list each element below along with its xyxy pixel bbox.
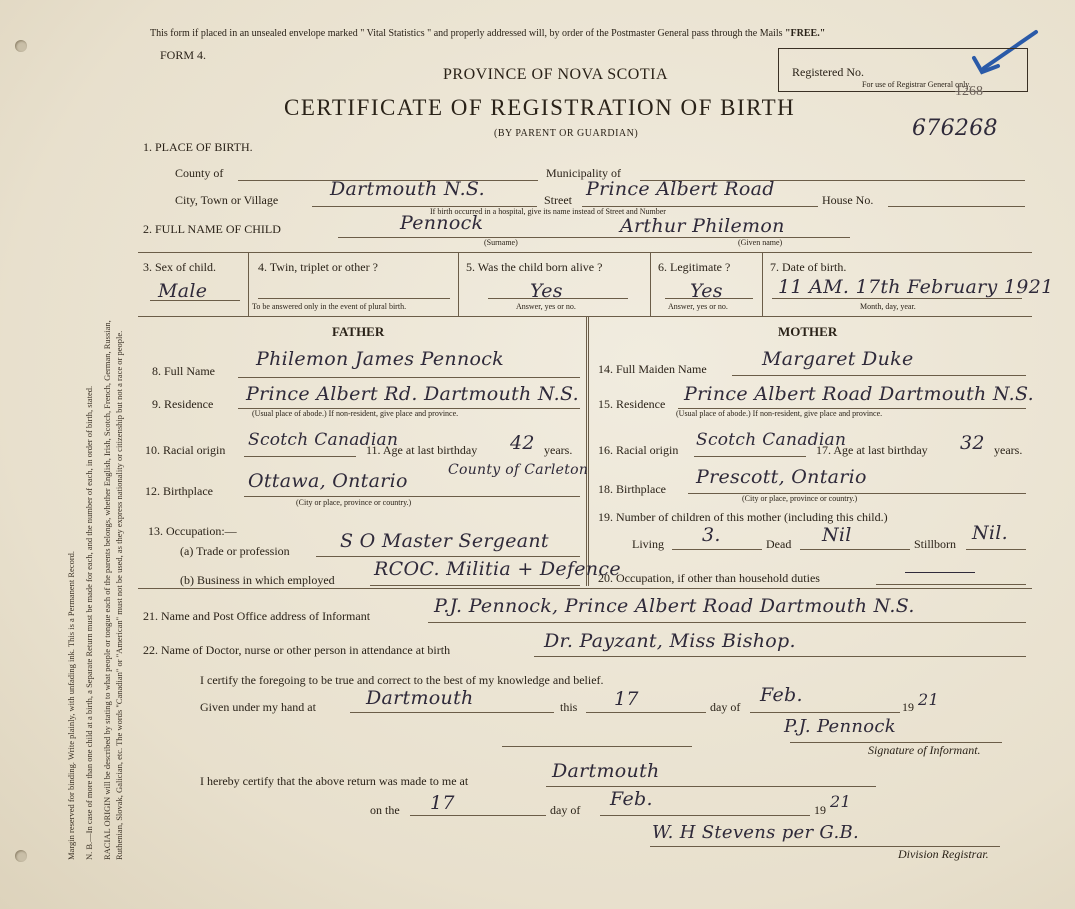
doctor-label: 22. Name of Doctor, nurse or other person in attendance at birth (143, 643, 451, 657)
margin-note-racial-origin-2: Ruthenian, Slovak, Galician, etc. The words "Canadian" or "American" must not be used, as they express nationality or citizenship but not a race or people. (114, 330, 124, 860)
business-value: RCOC. Militia + Defence (374, 558, 621, 580)
dead-label: Dead (766, 537, 792, 551)
certificate-title: CERTIFICATE OF REGISTRATION OF BIRTH (284, 95, 796, 120)
registrar-certify-text: I hereby certify that the above return was made to me at (200, 774, 469, 788)
given-place-value: Dartmouth (366, 687, 474, 709)
father-name-label: 8. Full Name (152, 364, 215, 378)
informant-signature: P.J. Pennock (784, 716, 897, 737)
father-racial-label: 10. Racial origin (145, 443, 226, 457)
sex-label: 3. Sex of child. (143, 260, 216, 274)
father-birthplace-label: 12. Birthplace (145, 484, 213, 498)
trade-line (316, 556, 580, 557)
row3-bottom-border (138, 316, 1032, 317)
father-birthplace-value: Ottawa, Ontario (248, 470, 408, 492)
father-name-value: Philemon James Pennock (256, 348, 504, 370)
given-day-value: 17 (614, 688, 639, 710)
given-day-line (586, 712, 706, 713)
margin-note-multiple-births: N. B.—In case of more than one child at a birth, a Separate Return must be made for each, and the number of each, in order of birth, stated. (84, 385, 94, 860)
house-line (888, 206, 1025, 207)
mother-racial-line (694, 456, 806, 457)
date-line (772, 298, 1022, 299)
registered-label: Registered No. (792, 65, 864, 79)
child-surname: Pennock (400, 212, 484, 234)
margin-note-binding: Margin reserved for binding. Write plainly, with unfading ink. This is a Permanent Record. (66, 550, 76, 860)
stillborn-label: Stillborn (914, 537, 957, 551)
informant-label: 21. Name and Post Office address of Informant (143, 609, 371, 623)
row3-divider (762, 252, 763, 316)
dead-line (800, 549, 910, 550)
on-the-label: on the (370, 803, 400, 817)
registrar-year-value: 21 (830, 792, 851, 811)
given-place-line (350, 712, 554, 713)
stillborn-value: Nil. (972, 522, 1009, 544)
margin-note-racial-origin: RACIAL ORIGIN will be described by stating to what people or tongue each of the parents belongs, whether English, Irish, Scotch, French, German, Russian, (102, 320, 112, 860)
date-of-birth-value: 11 AM. 17th February 1921 (778, 276, 1054, 298)
street-value: Prince Albert Road (586, 178, 775, 200)
mother-name-value: Margaret Duke (762, 348, 914, 370)
mother-residence-note: (Usual place of abode.) If non-resident, give place and province. (676, 409, 883, 418)
given-under-label: Given under my hand at (200, 700, 316, 714)
children-label: 19. Number of children of this mother (including this child.) (598, 510, 888, 524)
registrar-signature: W. H Stevens per G.B. (652, 822, 860, 843)
row3-divider (248, 252, 249, 316)
mother-age-value: 32 (960, 432, 985, 454)
mother-birthplace-value: Prescott, Ontario (696, 466, 867, 488)
row3-top-border (138, 252, 1032, 253)
father-age-label: 11. Age at last birthday (366, 443, 478, 457)
registrar-place-line (546, 786, 876, 787)
mother-heading: MOTHER (778, 324, 838, 339)
business-label: (b) Business in which employed (180, 573, 335, 587)
living-label: Living (632, 537, 664, 551)
given-year-value: 21 (918, 690, 939, 709)
registrar-year-prefix: 19 (814, 803, 826, 817)
row3-divider (650, 252, 651, 316)
registrar-day-value: 17 (430, 792, 455, 814)
sex-line (150, 300, 240, 301)
binding-hole (15, 850, 27, 862)
alive-line (488, 298, 628, 299)
mother-occupation-line (876, 584, 1026, 585)
mother-racial-label: 16. Racial origin (598, 443, 679, 457)
registrar-month-value: Feb. (610, 788, 653, 810)
mother-birthplace-label: 18. Birthplace (598, 482, 666, 496)
registrar-place-value: Dartmouth (552, 760, 660, 782)
registrar-signature-label: Division Registrar. (898, 847, 989, 861)
father-birthplace-county: County of Carleton (448, 462, 589, 478)
living-value: 3. (702, 524, 721, 546)
twin-label: 4. Twin, triplet or other ? (258, 260, 378, 274)
section-divider (138, 588, 1032, 589)
informant-signature-label: Signature of Informant. (868, 743, 981, 757)
business-line (370, 585, 580, 586)
date-of-birth-label: 7. Date of birth. (770, 260, 847, 274)
mother-occupation-label: 20. Occupation, if other than household duties (598, 571, 820, 585)
sex-value: Male (158, 280, 208, 302)
mother-residence-label: 15. Residence (598, 397, 666, 411)
legitimate-line (665, 298, 753, 299)
father-birthplace-line (244, 496, 580, 497)
informant-line (428, 622, 1026, 623)
twin-line (258, 298, 450, 299)
registrar-dayof-label: day of (550, 803, 581, 817)
father-birthplace-note: (City or place, province or country.) (296, 498, 412, 507)
given-name-caption: (Given name) (738, 238, 783, 247)
handwritten-number: 676268 (912, 116, 998, 141)
given-dayof-label: day of (710, 700, 741, 714)
alive-value: Yes (530, 280, 563, 302)
mother-name-label: 14. Full Maiden Name (598, 362, 707, 376)
date-note: Month, day, year. (860, 302, 916, 311)
hospital-note: If birth occurred in a hospital, give its name instead of Street and Number (430, 207, 666, 216)
place-of-birth-heading: 1. PLACE OF BIRTH. (143, 140, 253, 154)
registered-number: 1268 (955, 84, 983, 99)
trade-value: S O Master Sergeant (340, 530, 549, 552)
stillborn-line (966, 549, 1026, 550)
father-racial-line (244, 456, 356, 457)
legitimate-value: Yes (690, 280, 723, 302)
mother-age-label: 17. Age at last birthday (816, 443, 928, 457)
living-line (672, 549, 762, 550)
father-racial-value: Scotch Canadian (248, 430, 399, 450)
signature-rule (502, 746, 692, 747)
child-given-name: Arthur Philemon (620, 215, 785, 237)
city-value: Dartmouth N.S. (330, 178, 485, 200)
registrar-month-line (600, 815, 810, 816)
father-residence-note: (Usual place of abode.) If non-resident, give place and province. (252, 409, 459, 418)
child-name-label: 2. FULL NAME OF CHILD (143, 222, 281, 236)
form-number: FORM 4. (160, 48, 207, 62)
dead-value: Nil (822, 524, 852, 546)
province-heading: PROVINCE OF NOVA SCOTIA (443, 66, 669, 83)
doctor-line (534, 656, 1026, 657)
certificate-subtitle: (BY PARENT OR GUARDIAN) (494, 128, 639, 139)
doctor-value: Dr. Payzant, Miss Bishop. (544, 630, 796, 652)
mother-years-label: years. (994, 443, 1023, 457)
mother-racial-value: Scotch Canadian (696, 430, 847, 450)
column-divider (586, 316, 589, 586)
alive-label: 5. Was the child born alive ? (466, 260, 603, 274)
certify-text: I certify the foregoing to be true and correct to the best of my knowledge and belief. (200, 673, 604, 687)
legitimate-note: Answer, yes or no. (668, 302, 728, 311)
given-year-prefix: 19 (902, 700, 914, 714)
street-label: Street (544, 193, 572, 207)
mother-occupation-dash (905, 572, 975, 573)
surname-caption: (Surname) (484, 238, 518, 247)
mother-residence-value: Prince Albert Road Dartmouth N.S. (684, 383, 1034, 405)
alive-note: Answer, yes or no. (516, 302, 576, 311)
trade-label: (a) Trade or profession (180, 544, 290, 558)
mail-notice: This form if placed in an unsealed envelope marked " Vital Statistics " and properly addressed will, by order of the Postmaster General pass through the Mails "FREE." (150, 28, 826, 39)
occupation-heading: 13. Occupation:— (148, 524, 237, 538)
city-label: City, Town or Village (175, 193, 279, 207)
given-month-value: Feb. (760, 684, 803, 706)
row3-divider (458, 252, 459, 316)
father-age-value: 42 (510, 432, 535, 454)
binding-hole (15, 40, 27, 52)
house-label: House No. (822, 193, 874, 207)
given-month-line (750, 712, 900, 713)
twin-note: To be answered only in the event of plural birth. (252, 302, 407, 311)
municipality-label: Municipality of (546, 166, 621, 180)
county-label: County of (175, 166, 224, 180)
legitimate-label: 6. Legitimate ? (658, 260, 731, 274)
this-label: this (560, 700, 578, 714)
mother-name-line (732, 375, 1026, 376)
registrar-note: For use of Registrar General only. (862, 80, 971, 89)
mother-birthplace-note: (City or place, province or country.) (742, 494, 858, 503)
father-residence-label: 9. Residence (152, 397, 214, 411)
informant-value: P.J. Pennock, Prince Albert Road Dartmouth N.S. (434, 595, 915, 617)
registrar-day-line (410, 815, 546, 816)
father-residence-value: Prince Albert Rd. Dartmouth N.S. (246, 383, 579, 405)
father-years-label: years. (544, 443, 573, 457)
father-name-line (238, 377, 580, 378)
father-heading: FATHER (332, 324, 385, 339)
